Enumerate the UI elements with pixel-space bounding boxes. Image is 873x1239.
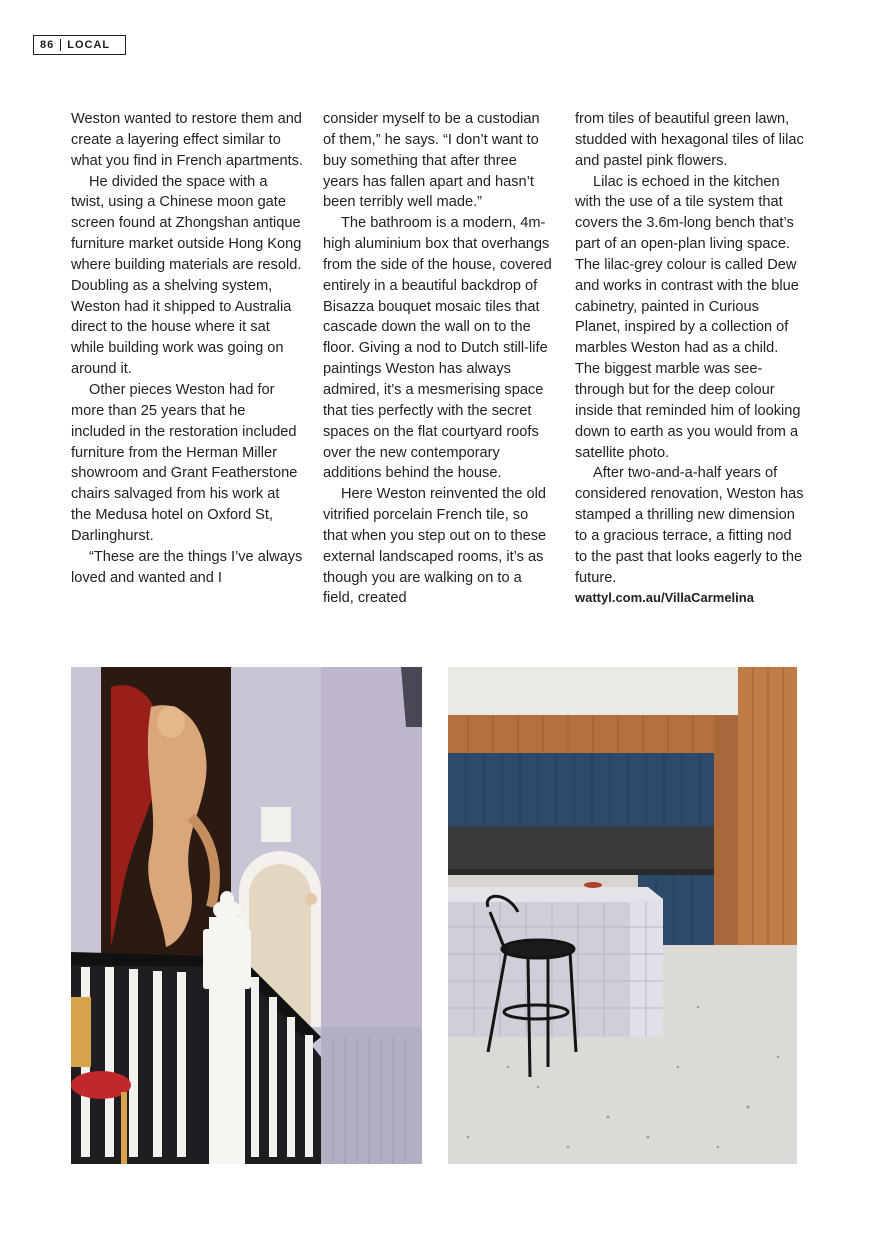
photo-kitchen	[448, 667, 797, 1164]
blue-upper-cabinets	[448, 753, 714, 826]
paragraph: The bathroom is a modern, 4m-high aluminium box that overhangs from the side of the house, covered entirely in a beautiful backdrop of Bisazza bouquet mosaic tiles that cascade down the wall on to the floor. Giving a nod to Dutch still-life paintings Weston has always admired, it’s a mesmerising space that ties perfectly with the secret spaces on the flat courtyard roofs over the new contemporary additions behind the house.	[323, 215, 552, 482]
paragraph: consider myself to be a custodian of them,” he says. “I don’t want to buy something that after three years has fallen apart and hasn’t been terribly well made.”	[323, 111, 540, 211]
paragraph: from tiles of beautiful green lawn, studded with hexagonal tiles of lilac and pastel pink flowers.	[575, 111, 804, 169]
paragraph: He divided the space with a twist, using a Chinese moon gate screen found at Zhongshan antique furniture market outside Hong Kong where building materials are resold. Doubling as a shelving system, Weston had it shipped to Australia direct to the house where it sat while building work was going on around it.	[71, 173, 302, 378]
paragraph: Weston wanted to restore them and create a layering effect similar to what you find in French apartments.	[71, 111, 303, 169]
paragraph: Here Weston reinvented the old vitrified porcelain French tile, so that when you step out on to these external landscaped rooms, it’s as though you are walking on to a field, created	[323, 486, 547, 607]
photo-staircase	[71, 667, 422, 1164]
paragraph: “These are the things I’ve always loved and wanted and I	[71, 548, 303, 586]
page-number: 86	[40, 39, 55, 51]
article-column-3	[575, 109, 807, 609]
tiled-kitchen-bench	[448, 882, 663, 1037]
article-column-2	[323, 109, 555, 609]
paragraph: After two-and-a-half years of considered renovation, Weston has stamped a thrilling new dimension to a gracious terrace, a fitting nod to the past that looks eagerly to the future.	[575, 465, 804, 586]
page-folio	[33, 35, 126, 55]
article-column-1	[71, 109, 303, 588]
paragraph: Other pieces Weston had for more than 25 years that he included in the restoration included furniture from the Herman Miller showroom and Grant Featherstone chairs salvaged from his work at the Medusa hotel on Oxford St, Darlinghurst.	[71, 381, 298, 544]
section-label: LOCAL	[67, 39, 111, 51]
baroque-painting	[101, 667, 231, 957]
website-credit: wattyl.com.au/VillaCarmelina	[575, 590, 754, 606]
newel-post	[203, 891, 251, 1164]
paragraph: Lilac is echoed in the kitchen with the use of a tile system that covers the 3.6m-long bench that’s part of an open-plan living space. The lilac-grey colour is called Dew and works in contrast with the blue cabinetry, painted in Curious Planet, inspired by a collection of marbles Weston had as a child. The biggest marble was see-through but for the deep colour inside that reminded him of looking down to earth as you would from a satellite photo.	[575, 173, 801, 461]
